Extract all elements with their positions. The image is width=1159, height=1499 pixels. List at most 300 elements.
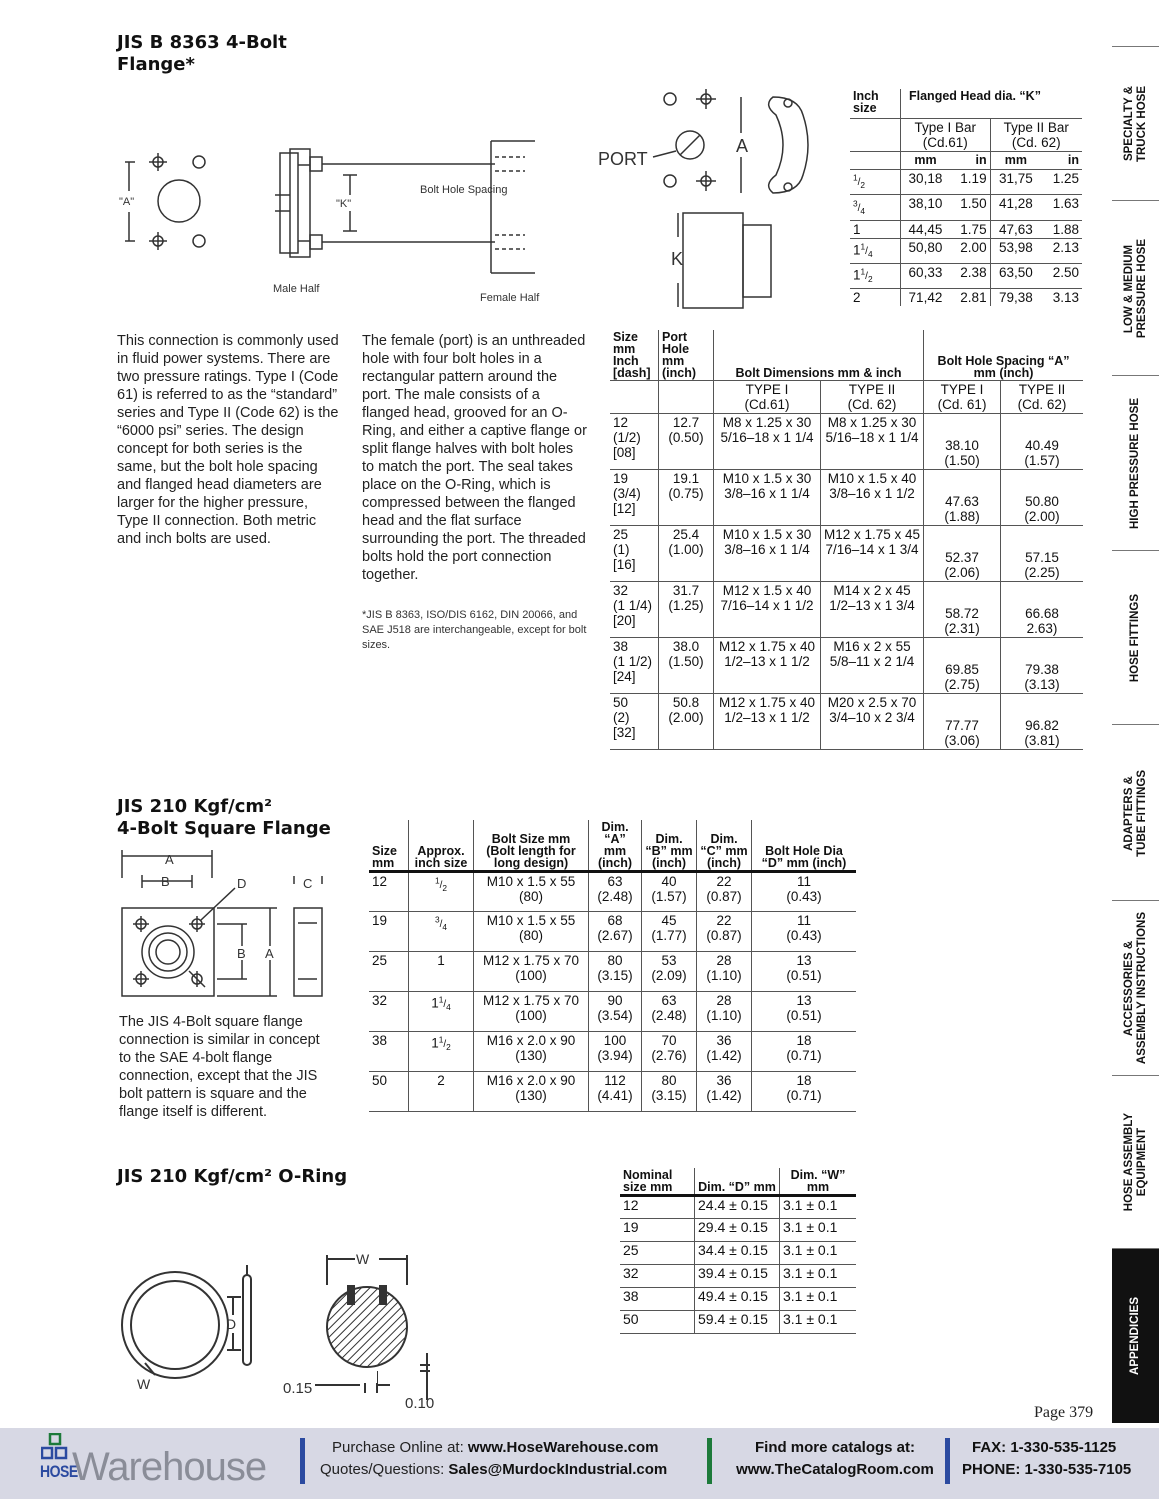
- dim-value: 63: [607, 874, 623, 889]
- port-hole-cell: [659, 694, 714, 750]
- spacing-value: (1.88): [944, 509, 980, 524]
- header-type1-code: (Cd.61): [744, 397, 790, 412]
- spacing-value: 47.63: [945, 494, 979, 509]
- size-value: [24]: [613, 669, 636, 684]
- purchase-info: [320, 1437, 667, 1481]
- sidebar-tab-label: LOW & MEDIUM PRESSURE HOSE: [1122, 238, 1148, 339]
- dim-a-label: A: [165, 852, 174, 867]
- bolt-value: M10 x 1.5 x 30: [722, 471, 812, 486]
- dim-value: 112: [604, 1073, 626, 1088]
- dim-a-label: "A": [119, 196, 135, 208]
- type2-bolt-cell: [821, 526, 924, 582]
- dim-value: 80: [607, 953, 623, 968]
- section-title-jis-b8363: [117, 32, 287, 76]
- header-mm: mm: [1004, 153, 1027, 167]
- approx-inch-cell: [409, 1072, 474, 1112]
- oring-diagram: [115, 1245, 455, 1415]
- approx-inch-cell: [409, 1032, 474, 1072]
- bolt-value: M12 x 1.75 x 40: [718, 695, 816, 710]
- table-row: [369, 992, 856, 1032]
- purchase-link[interactable]: www.HoseWarehouse.com: [467, 1439, 659, 1456]
- dim-w-cell: 3.1 ± 0.1: [780, 1196, 857, 1219]
- bolt-hole-dia-cell: [752, 1032, 857, 1072]
- port-hole-value: (2.00): [668, 710, 704, 725]
- type2-in-cell: 2.50: [1052, 264, 1079, 280]
- size-cell: 25: [372, 953, 388, 968]
- inch-size-whole: 2: [853, 290, 861, 306]
- sidebar-tab[interactable]: [1112, 46, 1159, 201]
- approx-inch-cell: [409, 992, 474, 1032]
- spacing-value: (3.13): [1024, 677, 1060, 692]
- size-value: [16]: [613, 557, 636, 572]
- title-line: Flange*: [117, 54, 195, 75]
- type2-in-cell: 1.63: [1052, 196, 1079, 212]
- approx-inch-fraction: $^1/_2$: [434, 876, 448, 894]
- size-cell: 38: [372, 1033, 388, 1048]
- table-row: [620, 1265, 856, 1288]
- oring-rows: [620, 1196, 856, 1334]
- dim-value: 11: [796, 913, 811, 928]
- dim-inch-value: (1.57): [651, 889, 687, 904]
- fraction-numerator: 1: [438, 1035, 444, 1045]
- spacing-value: 2.63): [1026, 621, 1058, 636]
- bolt-value: 3/8–16 x 1 1/4: [724, 542, 810, 557]
- sidebar-tab[interactable]: [1112, 724, 1159, 901]
- dim-inch-value: (0.87): [706, 889, 742, 904]
- table-row: [369, 1072, 856, 1112]
- bolt-value: 1/2–13 x 1 1/2: [724, 654, 810, 669]
- catalogs-label: Find more catalogs at:: [754, 1439, 916, 1456]
- dim-inch-value: (0.51): [786, 968, 822, 983]
- bolt-value: M10 x 1.5 x 30: [722, 527, 812, 542]
- approx-inch-whole: 1: [437, 953, 445, 968]
- port-hole-value: (0.75): [668, 486, 704, 501]
- fraction-numerator: 1: [860, 266, 866, 277]
- dim-w-cell: 3.1 ± 0.1: [780, 1288, 857, 1311]
- fraction-denominator: 4: [446, 1002, 451, 1013]
- header-bolt-size: Bolt Size mm (Bolt length for long design): [474, 820, 589, 872]
- tolerance-label: 0.15: [283, 1380, 313, 1397]
- type2-mm-cell: 53,98: [998, 239, 1033, 255]
- fraction-denominator: 2: [867, 274, 873, 285]
- table-row: [610, 694, 1083, 750]
- size-value: [20]: [613, 613, 636, 628]
- sidebar-tab-label: HIGH PRESSURE HOSE: [1129, 398, 1141, 529]
- size-value: (1/2): [613, 430, 641, 445]
- spacing-value: (2.00): [1024, 509, 1060, 524]
- section-title-oring: JIS 210 Kgf/cm² O-Ring: [117, 1166, 348, 1187]
- dim-inch-value: (1.42): [706, 1048, 742, 1063]
- size-cell: [610, 526, 659, 582]
- sidebar-tab-label: ADAPTERS & TUBE FITTINGS: [1122, 769, 1148, 857]
- logo-squares-icon: [41, 1433, 71, 1461]
- bolt-length-value: (80): [518, 928, 543, 943]
- bolt-length-value: (100): [515, 1008, 547, 1023]
- spacing-value: 57.15: [1025, 550, 1059, 565]
- sidebar-tab-label: APPENDICIES: [1129, 1297, 1141, 1375]
- spacing-value: 58.72: [945, 606, 979, 621]
- spacing-value: (2.31): [944, 621, 980, 636]
- dim-d-label: D: [237, 876, 247, 891]
- sidebar-tab[interactable]: [1112, 550, 1159, 725]
- logo-warehouse-text: Warehouse: [72, 1445, 267, 1489]
- dim-k-label: K: [671, 249, 684, 269]
- header-type1: TYPE I: [745, 382, 789, 397]
- table-row: [850, 195, 1082, 220]
- spacing-type2-cell: [1001, 526, 1083, 582]
- bolt-value: 3/4–10 x 2 3/4: [829, 710, 915, 725]
- spacing-value: 79.38: [1025, 662, 1059, 677]
- dim-value: 63: [661, 993, 677, 1008]
- table-row: [610, 470, 1083, 526]
- table-row: [620, 1219, 856, 1242]
- section-title-square-flange: [117, 796, 331, 840]
- dim-value: 70: [661, 1033, 677, 1048]
- table-row: [620, 1288, 856, 1311]
- bolt-size-cell: [474, 912, 589, 952]
- type1-in-cell: 2.00: [950, 238, 990, 263]
- type2-in-cell: 3.13: [1052, 290, 1079, 306]
- bolt-size-value: M16 x 2.0 x 90: [486, 1073, 576, 1088]
- fraction-numerator: 1: [860, 241, 866, 252]
- bolt-value: 3/8–16 x 1 1/2: [829, 486, 915, 501]
- port-hole-value: (1.00): [668, 542, 704, 557]
- sidebar-tab[interactable]: [1112, 1248, 1159, 1423]
- spacing-value: (2.75): [944, 677, 980, 692]
- spacing-type1-cell: [924, 694, 1001, 750]
- spacing-type1-cell: [924, 470, 1001, 526]
- inch-size-cell: [850, 289, 901, 307]
- dim-value: 36: [716, 1033, 732, 1048]
- dim-inch-value: (0.87): [706, 928, 742, 943]
- spacing-type1-cell: [924, 526, 1001, 582]
- table-row: [850, 263, 1082, 288]
- type1-bolt-cell: [714, 414, 821, 470]
- header-spacing-type1-code: (Cd. 61): [937, 397, 987, 412]
- dim-d-cell: 34.4 ± 0.15: [695, 1242, 780, 1265]
- inch-size-whole: 1: [853, 221, 861, 237]
- type1-mm-cell: 71,42: [908, 290, 943, 306]
- table-row: [610, 582, 1083, 638]
- dim-d-label: D: [226, 1316, 237, 1332]
- bolt-value: M20 x 2.5 x 70: [827, 695, 917, 710]
- port-hole-value: 12.7: [672, 415, 700, 430]
- header-nominal-size: Nominal size mm: [623, 1168, 673, 1194]
- type2-bolt-cell: [821, 582, 924, 638]
- bolt-hole-dia-cell: [752, 952, 857, 992]
- header-mm: mm: [914, 153, 937, 167]
- port-hole-value: (1.50): [668, 654, 704, 669]
- contact-info: [962, 1437, 1131, 1481]
- dim-b-cell: [642, 1072, 697, 1112]
- square-flange-paragraph: The JIS 4-Bolt square flange connection is similar in concept to the SAE 4-bolt flange connection, except that the JIS bolt pattern is square and the flange itself is different.: [119, 1014, 320, 1120]
- type2-bolt-cell: [821, 414, 924, 470]
- bolt-value: 5/16–18 x 1 1/4: [720, 430, 814, 445]
- header-bolt-hole-dia: Bolt Hole Dia “D” mm (inch): [752, 820, 857, 872]
- dim-a-label: A: [736, 136, 749, 156]
- dim-c-cell: [697, 952, 752, 992]
- sidebar-tab[interactable]: [1112, 900, 1159, 1076]
- type2-bolt-cell: [821, 638, 924, 694]
- dim-c-cell: [697, 912, 752, 952]
- bolt-value: 7/16–14 x 1 3/4: [825, 542, 919, 557]
- bolt-value: 3/8–16 x 1 1/4: [724, 486, 810, 501]
- spacing-type1-cell: [924, 582, 1001, 638]
- spacing-value: (2.25): [1024, 565, 1060, 580]
- bolt-value: 5/8–11 x 2 1/4: [829, 654, 915, 669]
- header-bolt-hole-spacing: Bolt Hole Spacing “A” mm (inch): [937, 354, 1070, 380]
- header-in: in: [1067, 153, 1079, 167]
- header-type2-code: (Cd. 62): [847, 397, 897, 412]
- size-value: 25: [613, 527, 629, 542]
- bolt-value: M16 x 2 x 55: [833, 639, 911, 654]
- sidebar-tab[interactable]: [1112, 1075, 1159, 1249]
- dim-a-cell: [589, 952, 642, 992]
- bolt-hole-dia-cell: [752, 872, 857, 912]
- port-diagram: [598, 85, 828, 315]
- table-row: [620, 1196, 856, 1219]
- bolt-size-cell: [474, 1032, 589, 1072]
- table-row: [850, 238, 1082, 263]
- port-hole-value: 19.1: [672, 471, 700, 486]
- dim-inch-value: (2.48): [597, 889, 633, 904]
- size-value: (1 1/4): [613, 598, 653, 613]
- dim-d-cell: 49.4 ± 0.15: [695, 1288, 780, 1311]
- dim-d-cell: 29.4 ± 0.15: [695, 1219, 780, 1242]
- table-row: [850, 289, 1082, 307]
- phone-number[interactable]: PHONE: 1-330-535-7105: [962, 1461, 1132, 1478]
- inch-size-whole: 1: [853, 267, 861, 283]
- dim-c-cell: [697, 1032, 752, 1072]
- type2-bolt-cell: [821, 470, 924, 526]
- nominal-size-cell: 50: [623, 1311, 639, 1327]
- inch-size-fraction: $^1/_2$: [860, 266, 873, 285]
- type1-in-cell: 2.81: [950, 289, 990, 307]
- tolerance-label: 0.10: [405, 1395, 435, 1412]
- dim-inch-value: (0.51): [786, 1008, 822, 1023]
- type1-bolt-cell: [714, 526, 821, 582]
- dim-b-label: B: [161, 874, 170, 889]
- bolt-size-cell: [474, 992, 589, 1032]
- port-hole-cell: [659, 414, 714, 470]
- spacing-value: 96.82: [1025, 718, 1059, 733]
- dim-inch-value: (1.77): [651, 928, 687, 943]
- type1-mm-cell: 30,18: [908, 171, 943, 186]
- bolt-size-value: M12 x 1.75 x 70: [482, 993, 580, 1008]
- female-half-label: Female Half: [480, 292, 540, 304]
- bolt-hole-dia-cell: [752, 912, 857, 952]
- dim-w-cell: 3.1 ± 0.1: [780, 1242, 857, 1265]
- spacing-type2-cell: [1001, 470, 1083, 526]
- size-value: 38: [613, 639, 629, 654]
- spacing-type2-cell: [1001, 414, 1083, 470]
- dim-a-cell: [589, 992, 642, 1032]
- header-in: in: [950, 152, 990, 170]
- fraction-denominator: 4: [442, 922, 448, 933]
- type1-bolt-cell: [714, 470, 821, 526]
- dim-d-cell: 39.4 ± 0.15: [695, 1265, 780, 1288]
- spacing-value: (2.06): [944, 565, 980, 580]
- title-line: JIS 210 Kgf/cm²: [117, 796, 273, 817]
- bolt-value: M12 x 1.75 x 45: [824, 527, 921, 542]
- fraction-numerator: 3: [853, 198, 858, 209]
- table-row: [369, 872, 856, 912]
- dim-inch-value: (2.48): [651, 1008, 687, 1023]
- port-hole-cell: [659, 638, 714, 694]
- inch-size-cell: [850, 220, 901, 238]
- size-cell: 12: [372, 874, 388, 889]
- inch-size-fraction: $^3/_4$: [853, 198, 866, 216]
- bolt-size-cell: [474, 952, 589, 992]
- quotes-email-link[interactable]: Sales@MurdockIndustrial.com: [448, 1461, 668, 1478]
- dim-value: 53: [661, 953, 677, 968]
- dim-b-label: B: [237, 946, 246, 961]
- bolt-value: M14 x 2 x 45: [833, 583, 911, 598]
- dim-a-label: A: [265, 946, 274, 961]
- approx-inch-cell: [409, 872, 474, 912]
- spacing-value: 52.37: [945, 550, 979, 565]
- footer-bar: [0, 1428, 1159, 1499]
- bolt-hole-spacing-label: Bolt Hole Spacing: [420, 184, 508, 196]
- logo-hose-text: HOSE: [40, 1461, 78, 1481]
- inch-size-cell: [850, 170, 901, 195]
- type1-in-cell: 1.50: [950, 195, 990, 220]
- table-row: [610, 414, 1083, 470]
- table-row: [850, 170, 1082, 195]
- quotes-label: Quotes/Questions:: [320, 1461, 449, 1478]
- dim-inch-value: (1.42): [706, 1088, 742, 1103]
- approx-inch-fraction: $^1/_4$: [438, 995, 451, 1013]
- dim-c-label: C: [303, 876, 313, 891]
- spacing-value: (1.57): [1024, 453, 1060, 468]
- table-row: [369, 952, 856, 992]
- type1-mm-cell: 44,45: [908, 221, 943, 237]
- bolt-size-cell: [474, 1072, 589, 1112]
- spacing-value: 50.80: [1025, 494, 1059, 509]
- header-bolt-dimensions: Bolt Dimensions mm & inch: [714, 330, 924, 381]
- size-value: 32: [613, 583, 629, 598]
- port-hole-value: 31.7: [672, 583, 700, 598]
- type1-bolt-cell: [714, 582, 821, 638]
- approx-inch-cell: [409, 952, 474, 992]
- spacing-value: 40.49: [1025, 438, 1059, 453]
- dim-w-label: W: [356, 1251, 370, 1267]
- fraction-denominator: 4: [867, 248, 873, 259]
- port-hole-value: 38.0: [672, 639, 700, 654]
- dim-inch-value: (0.71): [786, 1088, 822, 1103]
- inch-size-cell: [850, 238, 901, 263]
- dim-b-cell: [642, 992, 697, 1032]
- size-value: 50: [613, 695, 629, 710]
- size-value: (1): [613, 542, 630, 557]
- dim-inch-value: (4.41): [597, 1088, 633, 1103]
- dim-k-label: "K": [336, 198, 352, 210]
- dim-b-cell: [642, 952, 697, 992]
- dim-w-cell: 3.1 ± 0.1: [780, 1265, 857, 1288]
- oring-table: [620, 1168, 856, 1334]
- header-spacing-type2: TYPE II: [1018, 382, 1066, 397]
- nominal-size-cell: 19: [623, 1219, 639, 1235]
- type2-mm-cell: 31,75: [998, 171, 1033, 186]
- inch-size-whole: 1: [853, 241, 861, 257]
- dim-d-cell: 24.4 ± 0.15: [695, 1196, 780, 1219]
- bolt-length-value: (130): [515, 1048, 547, 1063]
- bolt-value: M8 x 1.25 x 30: [722, 415, 812, 430]
- title-line: JIS B 8363 4-Bolt: [117, 32, 287, 53]
- dim-inch-value: (3.94): [597, 1048, 633, 1063]
- flanged-head-table: [850, 89, 1082, 306]
- dim-b-cell: [642, 872, 697, 912]
- spacing-value: (3.06): [944, 733, 980, 748]
- dim-c-cell: [697, 872, 752, 912]
- spacing-type1-cell: [924, 638, 1001, 694]
- catalogs-link[interactable]: www.TheCatalogRoom.com: [736, 1461, 934, 1478]
- header-dim-b: Dim. “B” mm (inch): [642, 820, 697, 872]
- dim-c-cell: [697, 1072, 752, 1112]
- dim-a-cell: [589, 872, 642, 912]
- square-flange-table: [369, 820, 856, 1112]
- size-cell: [610, 470, 659, 526]
- dim-w-cell: 3.1 ± 0.1: [780, 1219, 857, 1242]
- fax-number: FAX: 1-330-535-1125: [972, 1439, 1117, 1456]
- footer-separator: [945, 1438, 950, 1484]
- spacing-value: (1.50): [944, 453, 980, 468]
- dim-value: 11: [796, 874, 811, 889]
- type2-in-cell: 1.88: [1052, 221, 1079, 237]
- sidebar-tab-label: SPECIALTY & TRUCK HOSE: [1122, 85, 1148, 163]
- type2-mm-cell: 41,28: [998, 196, 1033, 212]
- type2-bolt-cell: [821, 694, 924, 750]
- sidebar-tab[interactable]: [1112, 375, 1159, 551]
- dim-a-cell: [589, 1072, 642, 1112]
- port-hole-cell: [659, 526, 714, 582]
- square-flange-rows: [369, 872, 856, 1112]
- dim-value: 100: [603, 1033, 627, 1048]
- bolt-value: M12 x 1.5 x 40: [722, 583, 812, 598]
- size-cell: [610, 694, 659, 750]
- inch-size-fraction: $^1/_2$: [853, 173, 866, 191]
- header-dim-d: Dim. “D” mm: [695, 1168, 780, 1196]
- title-line: 4-Bolt Square Flange: [117, 818, 331, 839]
- header-type2: Type II Bar (Cd. 62): [1003, 120, 1069, 150]
- size-value: (1 1/2): [613, 654, 653, 669]
- header-spacing-type1: TYPE I: [940, 382, 984, 397]
- type1-in-cell: 1.75: [950, 220, 990, 238]
- bolt-dimensions-rows: [610, 414, 1083, 750]
- sidebar-tab[interactable]: [1112, 200, 1159, 376]
- type2-mm-cell: 63,50: [998, 264, 1033, 280]
- fraction-denominator: 4: [860, 205, 866, 216]
- header-type2: TYPE II: [848, 382, 896, 397]
- dim-inch-value: (2.76): [651, 1048, 687, 1063]
- header-dim-w: Dim. “W” mm: [780, 1168, 857, 1196]
- fraction-numerator: 3: [434, 915, 440, 925]
- hosewarehouse-logo[interactable]: [38, 1433, 288, 1493]
- header-flanged-head: Flanged Head dia. “K”: [909, 89, 1041, 103]
- dim-value: 18: [796, 1073, 812, 1088]
- dim-b-cell: [642, 912, 697, 952]
- approx-inch-whole: 1: [431, 1035, 439, 1051]
- size-value: [12]: [613, 501, 636, 516]
- dim-w-cell: 3.1 ± 0.1: [780, 1311, 857, 1334]
- type2-in-cell: 1.25: [1052, 171, 1079, 186]
- female-port-paragraph: The female (port) is an unthreaded hole with four bolt holes in a rectangular pattern around the port. The male consists of a flanged head, grooved for an O-Ring, and either a captive flange or split flange halves with bolt holes to match the port. The seal takes place on the O-Ring, which is compressed between the flanged head and the flat surface surrounding the port. The threaded bolts hold the port connection together.: [362, 333, 587, 583]
- size-value: (2): [613, 710, 630, 725]
- bolt-value: 5/16–18 x 1 1/4: [825, 430, 919, 445]
- fraction-denominator: 2: [860, 180, 866, 191]
- nominal-size-cell: 25: [623, 1242, 639, 1258]
- type1-bolt-cell: [714, 694, 821, 750]
